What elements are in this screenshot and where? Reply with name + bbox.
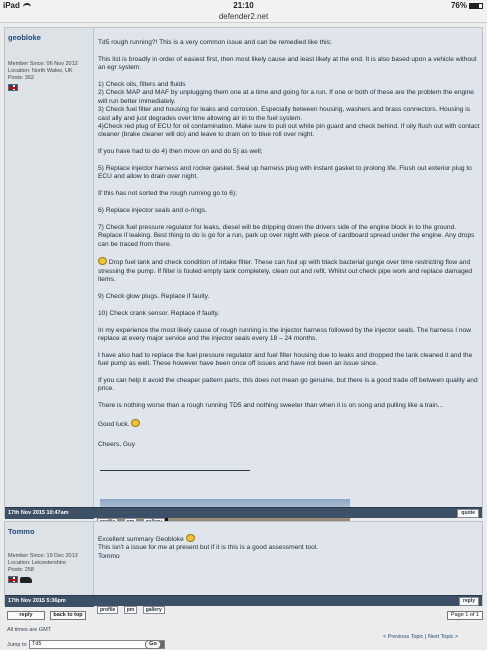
signature: Cheers, Guy [98, 441, 136, 449]
gallery-button[interactable]: gallery [143, 606, 165, 614]
post-date: 17th Nov 2015 10:47am [5, 508, 94, 519]
back-to-top-button[interactable]: back to top [50, 611, 86, 620]
post-footer [5, 507, 482, 518]
thumbs-up-smiley-icon [186, 534, 195, 542]
quote-button[interactable]: quote [457, 509, 479, 518]
post-paragraph: 10) Check crank sensor. Replace if faulty. [98, 309, 220, 317]
location: Location: North Wales, UK [8, 68, 73, 74]
forum-post [4, 521, 483, 613]
author-name[interactable]: Tommo [8, 527, 35, 536]
post-paragraph: 1) Check oils, filters and fluids 2) Check MAP and MAF by unplugging them one at a time and going for a run. If one or both of these are the problem the engine will run better immediately. 3) Check fuel filter and housing for leaks and corrosion. Especially between housing, washers and brass connectors. Housing is cast ally and just degrades over time allowing air in to the fuel system. 4)Check red plug of ECU for oil contamination. Make sure to pull out white pin guard and check behind. If oily flush out with contact cleaner (brake cleaner will do) and leave to drain on to blue roll over night. [98, 81, 480, 139]
post-body [98, 534, 480, 561]
post-paragraph: I have also had to replace the fuel pressure regulator and fuel filter housing due to leaks and dropped the tank cleaned it and the fuel pump as well. These however have been once off issues and have not been an issue since. [98, 351, 473, 368]
vehicle-icon [20, 577, 32, 583]
reply-post-button[interactable]: reply [459, 597, 479, 606]
thumbs-up-smiley-icon [131, 419, 140, 427]
jump-to-select[interactable]: Td5 [29, 640, 165, 649]
author-panel [5, 522, 94, 605]
author-name[interactable]: geobloke [8, 33, 41, 42]
post-line: This isn't a issue for me at present but if it is this is a good assessment tool. [98, 544, 319, 552]
post-paragraph: If you can help it avoid the cheaper pattern parts, this does not mean go genuine, but there is a good trade off between quality and price. [98, 377, 478, 393]
post-date: 17th Nov 2015 5:36pm [5, 596, 94, 607]
post-actions [97, 510, 166, 518]
signature-divider [100, 470, 250, 471]
topic-navigation[interactable]: < Previous Topic | Next Topic > [383, 634, 459, 640]
go-button[interactable]: Go [145, 640, 161, 649]
battery-status: 76% [451, 1, 483, 10]
post-body [98, 39, 480, 458]
clock: 21:10 [233, 1, 254, 10]
forum-post [4, 27, 483, 518]
post-paragraph: If you have had to do 4) then move on and do 5) as well; [98, 148, 263, 156]
uk-flag-icon [8, 84, 18, 91]
post-paragraph-emoji: Drop fuel tank and check condition of intake filter. These can foul up with black bacterial gunge over time restricting flow and stressing the pump. If filter is fouled empty tank completely, clean out and refit. Whilst out check pipe work and replace damaged items. [98, 259, 473, 284]
ios-status-bar [0, 0, 487, 11]
post-paragraph: 6) Replace injector seals and o-rings. [98, 207, 207, 215]
member-since: Member Since: 06 Nov 2012 [8, 61, 78, 67]
author-panel [5, 28, 94, 517]
pagination[interactable]: Page 1 of 1 [447, 611, 483, 620]
post-count: Posts: 362 [8, 75, 34, 81]
post-paragraph: 9) Check glow plugs. Replace if faulty. [98, 293, 210, 301]
post-paragraph: 7) Check fuel pressure regulator for leaks, diesel will be dripping down the drivers side of the engine block in to the ground. Replace if leaking. Best thing to do is go for a run, park up over night with piece of cardboard spread under the engine. Any drops can be traced from there. [98, 223, 475, 248]
post-paragraph: Good luck. [98, 419, 480, 429]
post-paragraph: In my experience the most likely cause of rough running is the injector harness followed by the injector seals. The harness I now replace at every major service and the injector seals every 18 – 24 months. [98, 326, 471, 343]
post-paragraph: This list is broadly in order of easiest first, then most likely cause and least likely at the end. It is also based upon a vehicle without an egr system. [98, 55, 477, 72]
post-paragraph: There is nothing worse than a rough running TD5 and nothing sweeter than when it is on song and pulling like a train... [98, 402, 444, 410]
location: Location: Leicestershire [8, 560, 67, 566]
device-label: iPad [3, 1, 31, 10]
post-actions [97, 598, 166, 613]
address-bar[interactable]: defender2.net [0, 11, 487, 23]
timezone-note: All times are GMT [7, 627, 52, 633]
uk-flag-icon [8, 576, 18, 583]
post-footer [5, 595, 482, 613]
post-count: Posts: 258 [8, 567, 34, 573]
jump-to-label: Jump to [7, 642, 27, 648]
post-paragraph: Td5 rough running?! This is a very common issue and can be remedied like this; [98, 39, 332, 46]
battery-icon [469, 3, 483, 9]
profile-button[interactable]: profile [97, 606, 118, 614]
post-line: Tommo [98, 552, 120, 560]
cool-smiley-icon [98, 257, 107, 265]
reply-button[interactable]: reply [7, 611, 45, 620]
member-since: Member Since: 19 Dec 2013 [8, 553, 78, 559]
post-paragraph: 5) Replace injector harness and rocker gasket. Seal up harness plug with instant gasket to prolong life. Flush out exterior plug to ECU and allow to drain over night. [98, 165, 472, 181]
post-paragraph: If this has not sorted the rough running go to 6); [98, 190, 237, 198]
post-line: Excellent summary Geobloke [98, 534, 480, 544]
pm-button[interactable]: pm [124, 606, 138, 614]
